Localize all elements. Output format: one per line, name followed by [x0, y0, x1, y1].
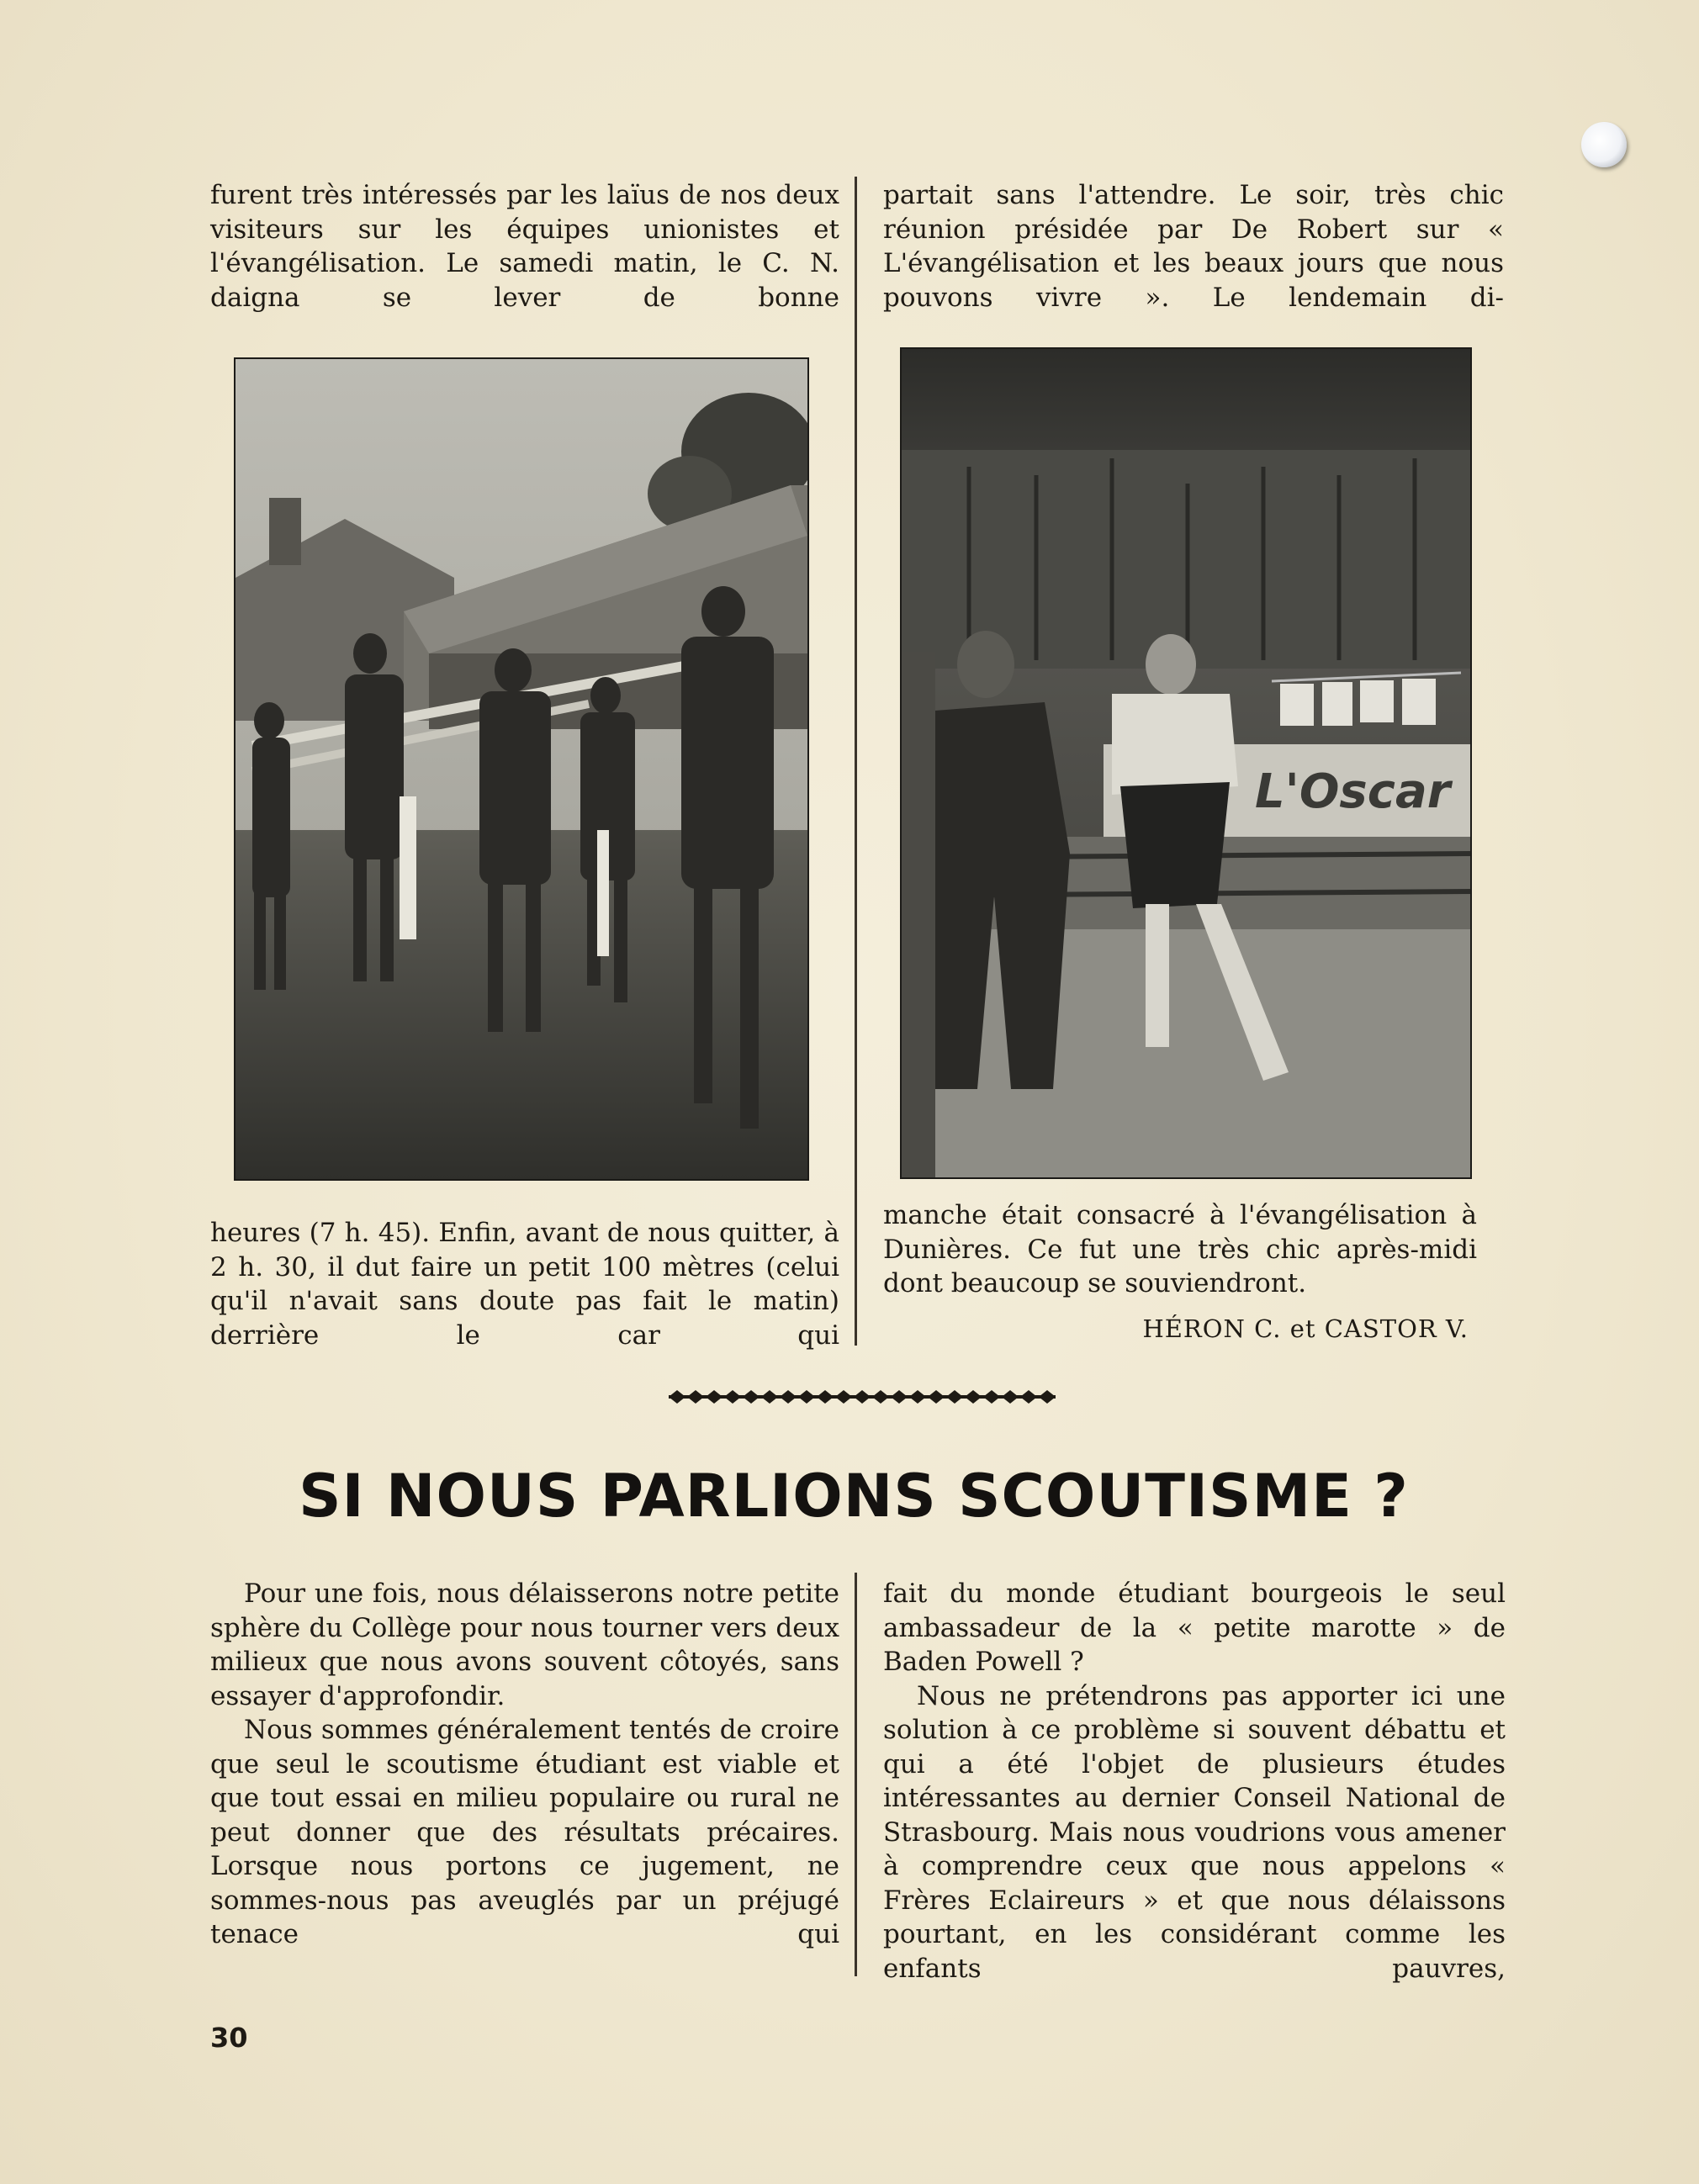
bottom-right-paragraph-2: Nous ne prétendrons pas apporter ici une solution à ce problème si souvent débattu et qui a été l'objet de plusieurs études intéressantes au dernier Conseil National de Strasbourg. Mais nous voudrions vous amener à comprendre ceux que nous appelons « Frères Eclaireurs » et que nous délaissons pourtant, en les considérant comme les enfants pauvres,	[883, 1680, 1506, 1984]
svg-text:L'Oscar: L'Oscar	[1255, 764, 1451, 819]
left-photo	[234, 357, 809, 1181]
bottom-right-paragraph-1: fait du monde étudiant bourgeois le seul ambassadeur de la « petite marotte » de Baden Powell ?	[883, 1579, 1506, 1677]
photo-scouts-carrying-poles-icon	[236, 359, 807, 1179]
article-headline: SI NOUS PARLIONS SCOUTISME ?	[299, 1462, 1409, 1531]
right-photo	[900, 347, 1472, 1179]
punch-hole	[1581, 122, 1627, 167]
article-signature: HÉRON C. et CASTOR V.	[1142, 1314, 1469, 1343]
bottom-left-paragraph-2: Nous sommes généralement tentés de croire que seul le scoutisme étudiant est viable et que tout essai en milieu populaire ou rural ne peut donner que des résultats précaires. Lorsque nous portons ce jugement, ne sommes-nous pas aveuglés par un préjugé tenace qui	[210, 1715, 839, 1949]
mid-right-paragraph: manche était consacré à l'évangélisation à Dunières. Ce fut une très chic après-midi dont beaucoup se souviendront.	[883, 1200, 1477, 1298]
bottom-left-paragraph-1: Pour une fois, nous délaisserons notre petite sphère du Collège pour nous tourner vers deux milieux que nous avons souvent côtoyés, sans essayer d'approfondir.	[210, 1579, 839, 1711]
decorative-wavy-rule-icon	[669, 1388, 1056, 1406]
mid-left-paragraph: heures (7 h. 45). Enfin, avant de nous quitter, à 2 h. 30, il dut faire un petit 100 mètres (celui qu'il n'avait sans doute pas fait le matin) derrière le car qui	[210, 1218, 839, 1351]
column-divider-top	[855, 177, 857, 1346]
photo-two-men-railway-station-icon	[902, 349, 1470, 1177]
top-right-paragraph: partait sans l'attendre. Le soir, très chic réunion présidée par De Robert sur « L'évangélisation et les beaux jours que nous pouvons vivre ». Le lendemain di-	[883, 180, 1504, 313]
page-number: 30	[210, 2022, 248, 2054]
bottom-left-column	[210, 1577, 839, 1952]
column-divider-bottom	[855, 1573, 857, 1976]
bottom-right-column	[883, 1577, 1506, 1986]
top-left-paragraph: furent très intéressés par les laïus de nos deux visiteurs sur les équipes unionistes et l'évangélisation. Le samedi matin, le C. N. daigna se lever de bonne	[210, 180, 839, 313]
